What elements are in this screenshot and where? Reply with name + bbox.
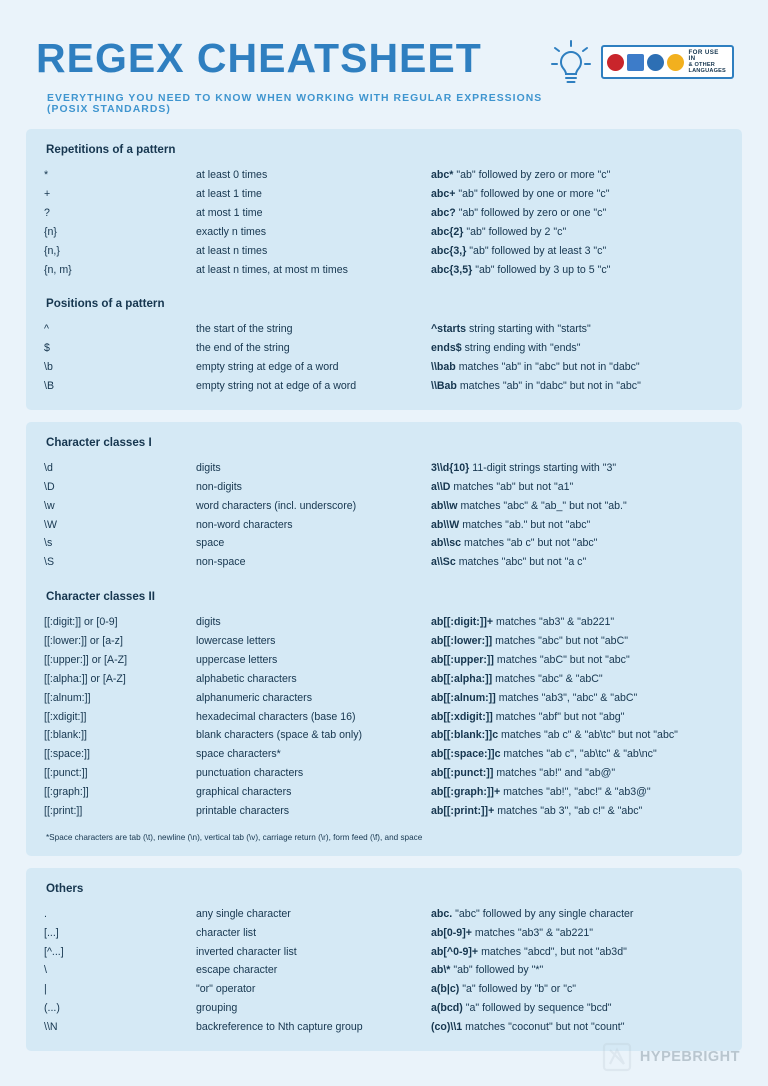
table-row <box>44 783 768 802</box>
table-row <box>44 377 768 396</box>
example <box>431 497 768 516</box>
example-code: 3\\d{10} <box>431 461 470 474</box>
token: [[:xdigit:]] <box>44 710 87 723</box>
description: backreference to Nth capture group <box>196 1021 363 1034</box>
token: [[:print:]] <box>44 804 83 817</box>
example <box>431 613 768 632</box>
example-text: "ab" followed by 3 up to 5 "c" <box>475 263 611 276</box>
example-text: "ab" followed by at least 3 "c" <box>469 244 607 257</box>
token: \b <box>44 361 53 374</box>
token: \ <box>44 964 47 977</box>
example-text: string ending with "ends" <box>464 342 581 355</box>
example-text: matches "ab 3", "ab c!" & "abc" <box>497 804 643 817</box>
description: non-word characters <box>196 518 293 531</box>
section-title-others: Others <box>46 881 84 895</box>
badge-line-2: & OTHER LANGUAGES <box>688 61 726 74</box>
description: inverted character list <box>196 945 297 958</box>
example-code: abc{3,5} <box>431 263 473 276</box>
example-code: ab[[:space:]]c <box>431 748 501 761</box>
table-others <box>44 905 768 1037</box>
example-text: 11-digit strings starting with "3" <box>472 461 617 474</box>
table-row <box>44 223 768 242</box>
table-row <box>44 999 768 1018</box>
description: at least 0 times <box>196 169 268 182</box>
token: [...] <box>44 926 59 939</box>
table-row <box>44 260 768 279</box>
token: [[:upper:]] or [A-Z] <box>44 653 128 666</box>
example <box>431 689 768 708</box>
example-code: abc* <box>431 169 454 182</box>
token: + <box>44 188 51 201</box>
token: $ <box>44 342 50 355</box>
description: "or" operator <box>196 983 256 996</box>
token: [[:digit:]] or [0-9] <box>44 616 118 629</box>
table-row <box>44 764 768 783</box>
badge-line-1: FOR USE IN <box>688 48 719 63</box>
example-code: a\\Sc <box>431 556 456 569</box>
page-title: REGEX CHEATSHEET <box>36 35 482 81</box>
description: at most 1 time <box>196 206 263 219</box>
example-code: ab[[:graph:]]+ <box>431 786 501 799</box>
example-text: matches "ab3" & "ab221" <box>496 616 615 629</box>
example-code: ab[[:digit:]]+ <box>431 616 494 629</box>
example-text: matches "ab!", "abc!" & "ab3@" <box>503 786 651 799</box>
footer-brand: HYPEBRIGHT <box>639 1049 740 1065</box>
description: digits <box>196 616 221 629</box>
lightbulb-icon <box>549 38 593 86</box>
table-row <box>44 905 768 924</box>
example-code: ab\\W <box>431 518 460 531</box>
token: ? <box>44 206 50 219</box>
token: . <box>44 907 47 920</box>
example <box>431 377 768 396</box>
description: digits <box>196 461 221 474</box>
table-row <box>44 242 768 261</box>
table-character-classes-ii <box>44 613 768 821</box>
example-code: a(b|c) <box>431 983 460 996</box>
example <box>431 726 768 745</box>
example <box>431 999 768 1018</box>
table-row <box>44 961 768 980</box>
example-text: matches "ab3" & "ab221" <box>474 926 593 939</box>
table-row <box>44 358 768 377</box>
example <box>431 242 768 261</box>
example <box>431 534 768 553</box>
python-language-icon <box>627 54 644 71</box>
table-row <box>44 1018 768 1037</box>
table-row <box>44 497 768 516</box>
header-text <box>36 32 549 115</box>
example <box>431 1018 768 1037</box>
section-title-character-classes-i: Character classes I <box>46 435 152 449</box>
table-row <box>44 204 768 223</box>
table-character-classes-i <box>44 459 768 572</box>
example-code: ab[[:print:]]+ <box>431 804 495 817</box>
java-language-icon <box>647 54 664 71</box>
token: [[:space:]] <box>44 748 90 761</box>
description: exactly n times <box>196 225 267 238</box>
example-code: \\bab <box>431 361 456 374</box>
example-text: "ab" followed by 2 "c" <box>466 225 567 238</box>
table-row <box>44 515 768 534</box>
token: [[:alnum:]] <box>44 691 91 704</box>
description: word characters (incl. underscore) <box>196 499 357 512</box>
example-code: a(bcd) <box>431 1002 463 1015</box>
example-text: "abc" followed by any single character <box>455 907 634 920</box>
example <box>431 905 768 924</box>
footnote-space-characters: *Space characters are tab (\t), newline (\n), vertical tab (\v), carriage return (\r), form feed (\f), and space <box>46 832 423 842</box>
language-badge-text <box>688 50 726 75</box>
example-text: matches "abf" but not "abg" <box>495 710 625 723</box>
example-code: ab[[:lower:]] <box>431 635 493 648</box>
example-code: ab[^0-9]+ <box>431 945 479 958</box>
token: \S <box>44 556 55 569</box>
description: character list <box>196 926 257 939</box>
token: [[:alpha:]] or [A-Z] <box>44 672 126 685</box>
token: (...) <box>44 1002 60 1015</box>
table-positions <box>44 320 768 396</box>
table-repetitions <box>44 166 768 279</box>
description: graphical characters <box>196 786 292 799</box>
example <box>431 320 768 339</box>
example-code: ab[[:blank:]]c <box>431 729 499 742</box>
token: [[:graph:]] <box>44 786 89 799</box>
description: alphanumeric characters <box>196 691 312 704</box>
example-code: ab[[:alnum:]] <box>431 691 496 704</box>
table-row <box>44 632 768 651</box>
description: space <box>196 537 225 550</box>
example <box>431 478 768 497</box>
r-language-icon <box>607 54 624 71</box>
description: grouping <box>196 1002 238 1015</box>
table-row <box>44 924 768 943</box>
table-row <box>44 553 768 572</box>
example <box>431 961 768 980</box>
table-row <box>44 670 768 689</box>
example <box>431 707 768 726</box>
example-text: matches "ab." but not "abc" <box>462 518 591 531</box>
example-text: matches "coconut" but not "count" <box>465 1021 625 1034</box>
example <box>431 745 768 764</box>
example <box>431 223 768 242</box>
section-card-character-classes <box>26 422 742 856</box>
token: \s <box>44 537 53 550</box>
example <box>431 924 768 943</box>
token: [[:punct:]] <box>44 767 88 780</box>
example <box>431 260 768 279</box>
example-code: ab[[:xdigit:]] <box>431 710 493 723</box>
token: {n, m} <box>44 263 72 276</box>
example <box>431 459 768 478</box>
example <box>431 553 768 572</box>
table-row <box>44 339 768 358</box>
description: space characters* <box>196 748 281 761</box>
example-text: matches "abcd", but not "ab3d" <box>481 945 627 958</box>
example-text: "ab" followed by one or more "c" <box>458 188 610 201</box>
example <box>431 358 768 377</box>
description: empty string not at edge of a word <box>196 380 357 393</box>
table-row <box>44 689 768 708</box>
token: \B <box>44 380 55 393</box>
example <box>431 339 768 358</box>
token: \w <box>44 499 55 512</box>
example-code: abc. <box>431 907 453 920</box>
example-code: abc{2} <box>431 225 464 238</box>
description: the start of the string <box>196 323 293 336</box>
example-text: matches "ab!" and "ab@" <box>496 767 616 780</box>
example-text: matches "abC" but not "abc" <box>496 653 630 666</box>
example-code: abc? <box>431 206 456 219</box>
example-text: string starting with "starts" <box>469 323 591 336</box>
example <box>431 802 768 821</box>
section-title-character-classes-ii: Character classes II <box>46 590 155 603</box>
description: lowercase letters <box>196 635 276 648</box>
example-text: matches "abc" & "ab_" but not "ab." <box>460 499 627 512</box>
example-code: ab[[:punct:]] <box>431 767 494 780</box>
token: ^ <box>44 323 49 336</box>
table-row <box>44 534 768 553</box>
javascript-language-icon <box>667 54 684 71</box>
example-text: matches "ab" but not "a1" <box>453 480 574 493</box>
table-row <box>44 802 768 821</box>
example-code: ab[0-9]+ <box>431 926 472 939</box>
example-text: "ab" followed by zero or one "c" <box>458 206 607 219</box>
example-code: ab\* <box>431 964 451 977</box>
token: \\N <box>44 1021 58 1034</box>
table-row <box>44 726 768 745</box>
description: printable characters <box>196 804 290 817</box>
table-row <box>44 707 768 726</box>
example-code: abc+ <box>431 188 456 201</box>
page-subtitle: EVERYTHING YOU NEED TO KNOW WHEN WORKING WITH REGULAR EXPRESSIONS (POSIX STANDARDS) <box>47 93 543 115</box>
example-text: "a" followed by "b" or "c" <box>462 983 577 996</box>
section-card-others <box>26 868 742 1051</box>
token: [[:blank:]] <box>44 729 87 742</box>
token: \D <box>44 480 55 493</box>
example <box>431 515 768 534</box>
table-row <box>44 980 768 999</box>
section-title-repetitions: Repetitions of a pattern <box>46 143 176 156</box>
language-icons <box>607 54 684 71</box>
example-code: a\\D <box>431 480 451 493</box>
header-badge <box>549 38 734 86</box>
description: punctuation characters <box>196 767 304 780</box>
example-text: matches "ab" in "abc" but not in "dabc" <box>458 361 640 374</box>
table-row <box>44 745 768 764</box>
token: {n} <box>44 225 57 238</box>
table-row <box>44 478 768 497</box>
description: at least n times <box>196 244 268 257</box>
example-text: "ab" followed by "*" <box>453 964 544 977</box>
example-code: ends$ <box>431 342 462 355</box>
example <box>431 632 768 651</box>
table-row <box>44 651 768 670</box>
example-code: abc{3,} <box>431 244 467 257</box>
description: uppercase letters <box>196 653 278 666</box>
footer <box>602 1042 740 1072</box>
section-title-positions: Positions of a pattern <box>46 297 165 311</box>
token: [[:lower:]] or [a-z] <box>44 635 123 648</box>
description: at least n times, at most m times <box>196 263 348 276</box>
description: non-digits <box>196 480 242 493</box>
description: the end of the string <box>196 342 290 355</box>
token: \d <box>44 461 53 474</box>
token: \W <box>44 518 57 531</box>
token: [^...] <box>44 945 64 958</box>
description: at least 1 time <box>196 188 262 201</box>
example <box>431 764 768 783</box>
table-row <box>44 320 768 339</box>
example <box>431 185 768 204</box>
description: hexadecimal characters (base 16) <box>196 710 356 723</box>
example-text: matches "ab c", "ab\tc" & "ab\nc" <box>503 748 657 761</box>
example-code: \\Bab <box>431 380 457 393</box>
example-code: ab\\w <box>431 499 458 512</box>
language-badge <box>601 45 734 80</box>
example-code: ab[[:alpha:]] <box>431 672 493 685</box>
example-code: ^starts <box>431 323 467 336</box>
example <box>431 670 768 689</box>
description: alphabetic characters <box>196 672 297 685</box>
example-code: ab[[:upper:]] <box>431 653 494 666</box>
table-row <box>44 166 768 185</box>
example <box>431 783 768 802</box>
example-text: matches "abc" & "abC" <box>495 672 603 685</box>
table-row <box>44 459 768 478</box>
example <box>431 166 768 185</box>
example-text: matches "ab" in "dabc" but not in "abc" <box>459 380 641 393</box>
example <box>431 204 768 223</box>
description: blank characters (space & tab only) <box>196 729 363 742</box>
example-text: matches "abc" but not "a c" <box>458 556 587 569</box>
example-text: matches "ab3", "abc" & "abC" <box>498 691 638 704</box>
example-code: ab\\sc <box>431 537 462 550</box>
example-code: (co)\\1 <box>431 1021 463 1034</box>
example <box>431 651 768 670</box>
description: empty string at edge of a word <box>196 361 339 374</box>
table-row <box>44 942 768 961</box>
hypebright-logo-icon <box>602 1042 632 1072</box>
description: escape character <box>196 964 278 977</box>
example <box>431 942 768 961</box>
example-text: matches "abc" but not "abC" <box>495 635 628 648</box>
description: any single character <box>196 907 291 920</box>
example-text: "a" followed by sequence "bcd" <box>465 1002 612 1015</box>
example-text: matches "ab c" & "ab\tc" but not "abc" <box>501 729 678 742</box>
page-header <box>26 26 742 115</box>
example-text: "ab" followed by zero or more "c" <box>456 169 611 182</box>
example <box>431 980 768 999</box>
table-row <box>44 613 768 632</box>
table-row <box>44 185 768 204</box>
token: {n,} <box>44 244 60 257</box>
section-card-repetitions-positions <box>26 129 742 410</box>
description: non-space <box>196 556 246 569</box>
example-text: matches "ab c" but not "abc" <box>464 537 598 550</box>
token: | <box>44 983 47 996</box>
token: * <box>44 169 49 182</box>
